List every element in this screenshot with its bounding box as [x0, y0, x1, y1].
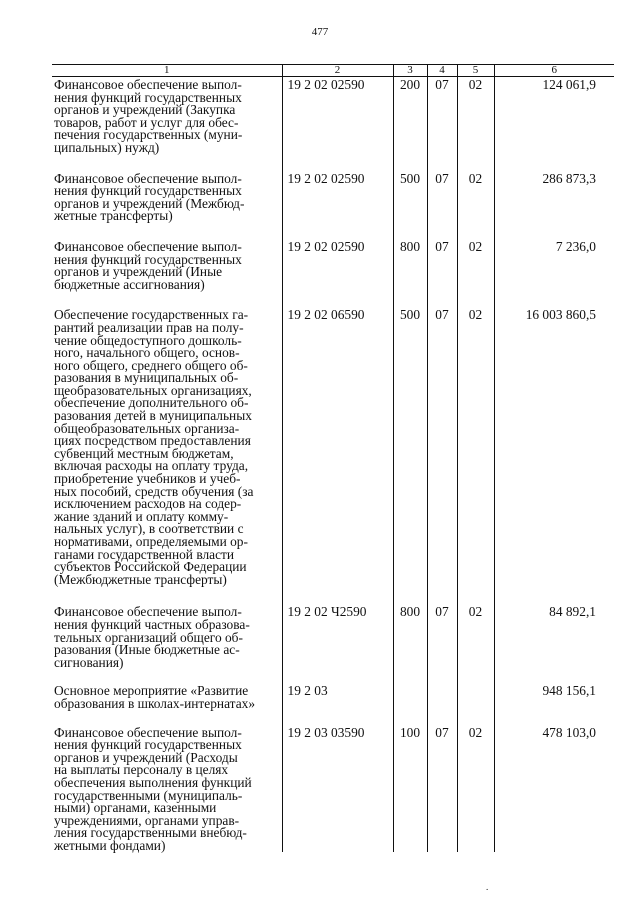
expenditure-name-line: ципальных) нужд)	[54, 139, 160, 155]
table-row	[52, 683, 614, 724]
expenditure-name-line: Основное мероприятие «Развитие	[54, 683, 249, 699]
section-code: 07	[427, 171, 457, 239]
amount: 84 892,1	[494, 604, 614, 683]
target-article-code: 19 2 03 03590	[282, 725, 393, 853]
expenditure-name-line: циях посредством предоставления	[54, 433, 251, 449]
expenditure-name-line: рантий реализации прав на полу-	[54, 319, 244, 335]
expenditure-name-line: нормативами, определяемыми ор-	[54, 534, 248, 549]
expenditure-name-line: тельных организаций общего об-	[54, 629, 243, 645]
budget-table	[52, 64, 614, 852]
amount: 948 156,1	[494, 683, 614, 724]
target-article-code: 19 2 02 06590	[282, 307, 393, 604]
expenditure-name-line: нения функций частных образова-	[54, 616, 250, 632]
expenditure-name-line: нения функций государственных	[54, 183, 242, 199]
subsection-code: 02	[457, 307, 494, 604]
expenditure-name-line: включая расходы на оплату труда,	[54, 458, 249, 474]
table-body	[52, 77, 614, 853]
section-code: 07	[427, 307, 457, 604]
expenditure-name-line: обеспечение дополнительного об-	[54, 395, 249, 411]
table-row	[52, 307, 614, 604]
subsection-code: 02	[457, 77, 494, 171]
expenditure-name-line: жетными фондами)	[54, 837, 166, 853]
expense-type-code: 500	[393, 171, 427, 239]
table-row	[52, 171, 614, 239]
expenditure-name-line: субъектов Российской Федерации	[54, 559, 247, 575]
amount: 7 236,0	[494, 239, 614, 307]
expense-type-code: 100	[393, 725, 427, 853]
expenditure-name-line: учреждениями, органами управ-	[54, 812, 240, 828]
section-code	[427, 683, 457, 724]
expenditure-name-line: щеобразовательных организациях,	[54, 382, 252, 398]
section-code: 07	[427, 725, 457, 853]
expenditure-name-line: приобретение учебников и учеб-	[54, 471, 241, 487]
expenditure-name-line: печения государственных (муни-	[54, 127, 243, 143]
target-article-code: 19 2 02 Ч2590	[282, 604, 393, 683]
expenditure-name-line: ного, начального общего, основ-	[54, 345, 240, 361]
expenditure-name	[52, 604, 282, 683]
expenditure-name-line: жетные трансферты)	[54, 208, 173, 224]
amount: 286 873,3	[494, 171, 614, 239]
table-row	[52, 725, 614, 853]
section-code: 07	[427, 239, 457, 307]
expense-type-code	[393, 683, 427, 724]
expenditure-name-line: нения функций государственных	[54, 251, 242, 267]
expenditure-name-line: бюджетные ассигнования)	[54, 276, 205, 292]
expenditure-name-line: (Межбюджетные трансферты)	[54, 571, 227, 587]
expenditure-name-line: государственными (муниципаль-	[54, 787, 243, 803]
column-header-3: 3	[393, 65, 427, 77]
section-code: 07	[427, 604, 457, 683]
expenditure-name	[52, 725, 282, 853]
target-article-code: 19 2 02 02590	[282, 171, 393, 239]
expenditure-name-line: ганами государственной власти	[54, 546, 235, 562]
expense-type-code: 800	[393, 604, 427, 683]
expenditure-name-line: нения функций государственных	[54, 89, 242, 105]
expenditure-name-line: разования детей в муниципальных	[54, 408, 252, 424]
expenditure-name-line: сигнования)	[54, 654, 124, 670]
table-row	[52, 77, 614, 171]
expenditure-name-line: Обеспечение государственных га-	[54, 307, 249, 323]
section-code: 07	[427, 77, 457, 171]
expenditure-name-line: нения функций государственных	[54, 737, 242, 753]
expenditure-name-line: ных пособий, средств обучения (за	[54, 483, 254, 499]
stray-mark: .	[486, 882, 489, 892]
expenditure-name-line: на выплаты персоналу в целях	[54, 762, 229, 778]
table-row	[52, 604, 614, 683]
expenditure-name-line: Финансовое обеспечение выпол-	[54, 724, 242, 740]
expenditure-name-line: товаров, работ и услуг для обес-	[54, 114, 239, 130]
expenditure-name-line: ными) органами, казенными	[54, 800, 217, 816]
expenditure-name-line: ного общего, среднего общего об-	[54, 357, 248, 373]
expenditure-name-line: разования в муниципальных об-	[54, 370, 239, 386]
expenditure-name-line: Финансовое обеспечение выпол-	[54, 77, 242, 92]
amount: 16 003 860,5	[494, 307, 614, 604]
column-number-row	[52, 65, 614, 77]
expense-type-code: 800	[393, 239, 427, 307]
expenditure-name-line: нальных услуг), в соответствии с	[54, 521, 244, 537]
subsection-code: 02	[457, 239, 494, 307]
expenditure-name-line: обеспечения выполнения функций	[54, 774, 252, 790]
column-header-2: 2	[282, 65, 393, 77]
expenditure-name-line: чение общедоступного дошколь-	[54, 332, 242, 348]
expenditure-name-line: Финансовое обеспечение выпол-	[54, 604, 242, 620]
subsection-code: 02	[457, 171, 494, 239]
table-row	[52, 239, 614, 307]
expenditure-name-line: общеобразовательных организа-	[54, 420, 240, 436]
target-article-code: 19 2 03	[282, 683, 393, 724]
expenditure-name-line: ления государственными внебюд-	[54, 825, 247, 841]
expenditure-name	[52, 239, 282, 307]
column-header-6: 6	[494, 65, 614, 77]
expense-type-code: 200	[393, 77, 427, 171]
expenditure-name-line: жание зданий и оплату комму-	[54, 508, 229, 524]
expenditure-name-line: субвенций местным бюджетам,	[54, 445, 234, 461]
expenditure-name-line: образования в школах-интернатах»	[54, 695, 256, 711]
expenditure-name-line: органов и учреждений (Расходы	[54, 749, 238, 765]
subsection-code: 02	[457, 725, 494, 853]
amount: 124 061,9	[494, 77, 614, 171]
expenditure-name-line: исключением расходов на содер-	[54, 496, 242, 512]
expenditure-name-line: разования (Иные бюджетные ас-	[54, 642, 240, 658]
expenditure-name	[52, 307, 282, 604]
expenditure-name-line: органов и учреждений (Межбюд-	[54, 195, 245, 211]
subsection-code: 02	[457, 604, 494, 683]
target-article-code: 19 2 02 02590	[282, 239, 393, 307]
expenditure-name	[52, 171, 282, 239]
column-header-5: 5	[457, 65, 494, 77]
expenditure-name-line: органов и учреждений (Иные	[54, 264, 223, 280]
page-number: 477	[311, 26, 329, 38]
target-article-code: 19 2 02 02590	[282, 77, 393, 171]
expenditure-name-line: органов и учреждений (Закупка	[54, 102, 236, 118]
amount: 478 103,0	[494, 725, 614, 853]
subsection-code	[457, 683, 494, 724]
column-header-1: 1	[52, 65, 282, 77]
expenditure-name	[52, 683, 282, 724]
column-header-4: 4	[427, 65, 457, 77]
expense-type-code: 500	[393, 307, 427, 604]
expenditure-name-line: Финансовое обеспечение выпол-	[54, 238, 242, 254]
expenditure-name	[52, 77, 282, 171]
expenditure-name-line: Финансовое обеспечение выпол-	[54, 170, 242, 186]
